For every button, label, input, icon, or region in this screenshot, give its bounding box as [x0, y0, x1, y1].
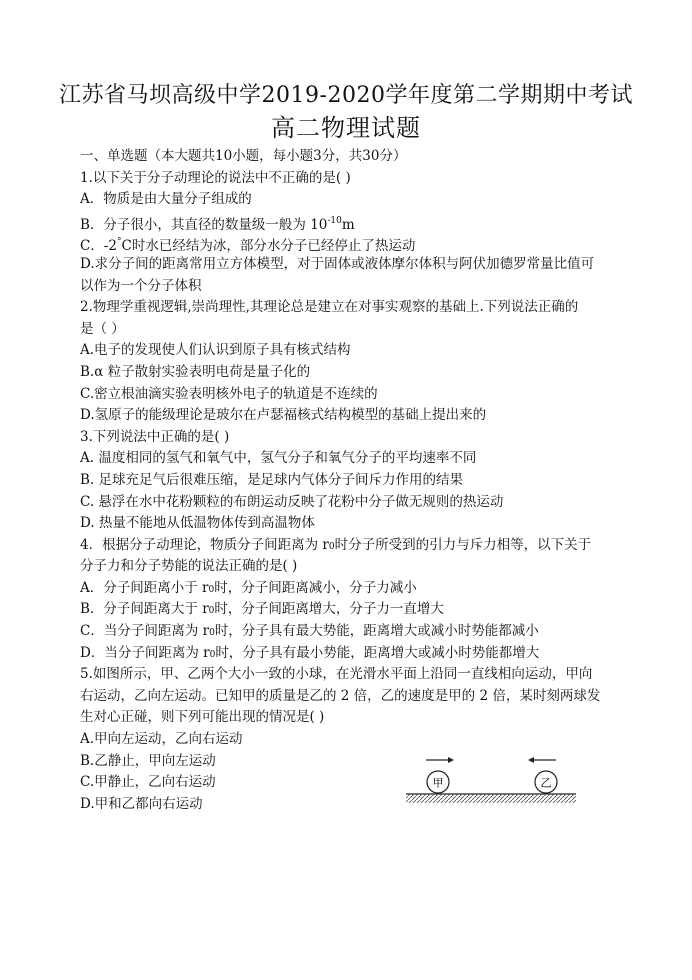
r0-subscript: 0	[328, 541, 335, 552]
q4-option-a	[80, 578, 620, 600]
q2-stem-line1: 2.物理学重视逻辑,崇尚理性,其理论总是建立在对事实观察的基础上.下列说法正确的	[80, 299, 579, 316]
q4-stem-pre: 4．根据分子动理论，物质分子间距离为 r	[80, 536, 329, 553]
q4-option-d	[80, 643, 620, 665]
exam-title: 江苏省马坝高级中学2019-2020学年度第二学期期中考试	[59, 83, 633, 108]
q4-stem-line2: 分子力和分子势能的说法正确的是( )	[80, 558, 298, 575]
q1-option-d-line2: 以作为一个分子体积	[80, 277, 202, 294]
q5-option-b: B.乙静止，甲向左运动	[80, 752, 216, 769]
q3-stem: 3.下列说法中正确的是( )	[80, 428, 230, 445]
q5-option-d: D.甲和乙都向右运动	[80, 795, 203, 812]
q3-option-c: C. 悬浮在水中花粉颗粒的布朗运动反映了花粉中分子做无规则的热运动	[80, 493, 504, 510]
q5-stem-line2: 右运动，乙向左运动。已知甲的质量是乙的 2 倍，乙的速度是甲的 2 倍，某时刻两球发	[80, 687, 601, 704]
q2-option-c: C.密立根油滴实验表明核外电子的轨道是不连续的	[80, 385, 378, 402]
r0-subscript: 0	[209, 628, 215, 639]
q4-option-b-pre: B．分子间距离大于 r	[80, 601, 209, 618]
ball-jia-label: 甲	[432, 776, 444, 790]
q2-option-d: D.氢原子的能级理论是玻尔在卢瑟福核式结构模型的基础上提出来的	[80, 407, 487, 424]
q1-option-c-degree: °	[116, 237, 122, 248]
q4-option-c	[80, 621, 620, 643]
q4-option-b	[80, 599, 620, 621]
q4-option-d-pre: D．当分子间距离为 r	[80, 644, 210, 661]
q1-option-d-line1: D.求分子间的距离常用立方体模型，对于固体或液体摩尔体积与阿伏加德罗常量比值可	[80, 255, 595, 272]
q4-option-a-pre: A．分子间距离小于 r	[80, 579, 209, 596]
q2-option-a: A.电子的发现使人们认识到原子具有核式结构	[80, 342, 351, 359]
arrow-right-icon	[426, 757, 454, 763]
q3-option-b: B. 足球充足气后很难压缩，是足球内气体分子间斥力作用的结果	[80, 471, 464, 488]
q4-option-c-pre: C．当分子间距离为 r	[80, 623, 210, 640]
q3-option-a: A. 温度相同的氢气和氧气中，氢气分子和氧气分子的平均速率不同	[80, 450, 477, 467]
arrow-left-icon	[528, 757, 556, 763]
q1-option-c	[80, 232, 620, 254]
q2-option-b: B.α 粒子散射实验表明电荷是量子化的	[80, 363, 311, 380]
q5-stem-line3: 生对心正碰，则下列可能出现的情况是( )	[80, 709, 325, 726]
section-heading: 一、单选题（本大题共10小题，每小题3分，共30分）	[80, 148, 407, 164]
q1-option-b-exponent: -10	[327, 215, 342, 226]
ground-hatch	[406, 794, 576, 803]
exam-subtitle: 高二物理试题	[271, 114, 421, 142]
q1-stem: 1.以下关于分子动理论的说法中不正确的是( )	[80, 169, 351, 186]
q5-option-c: C.甲静止，乙向右运动	[80, 774, 216, 791]
q4-option-a-post: 时，分子间距离减小，分子力减小	[214, 579, 417, 596]
q4-stem-post: 时分子所受到的引力与斥力相等，以下关于	[334, 536, 592, 553]
ball-yi-label: 乙	[540, 776, 552, 790]
q1-option-b-unit: m	[341, 216, 355, 233]
q5-option-a: A.甲向左运动，乙向右运动	[80, 731, 243, 748]
q1-option-b	[80, 211, 620, 233]
q1-option-c-post: C时水已经结为冰，部分水分子已经停止了热运动	[121, 238, 416, 255]
collision-diagram	[400, 748, 580, 808]
q4-stem-line1	[80, 535, 620, 557]
q3-option-d: D. 热量不能地从低温物体传到高温物体	[80, 515, 315, 532]
q1-option-a: A．物质是由大量分子组成的	[80, 191, 252, 208]
exam-content	[80, 146, 620, 815]
r0-subscript: 0	[208, 584, 215, 595]
r0-subscript: 0	[209, 649, 216, 660]
q5-stem-line1: 5.如图所示，甲、乙两个大小一致的小球，在光滑水平面上沿同一直线相向运动，甲向	[80, 666, 593, 683]
q4-option-d-post: 时，分子具有最小势能，距离增大或减小时势能都增大	[215, 644, 540, 661]
q4-option-b-post: 时，分子间距离增大，分子力一直增大	[214, 601, 444, 618]
q1-option-c-pre: C．-2	[80, 238, 117, 255]
r0-subscript: 0	[208, 606, 215, 617]
q1-option-b-text: B．分子很小，其直径的数量级一般为 10	[80, 216, 328, 233]
q4-option-c-post: 时，分子具有最大势能，距离增大或减小时势能都减小	[214, 623, 539, 640]
q2-stem-line2: 是（ ）	[80, 320, 125, 337]
